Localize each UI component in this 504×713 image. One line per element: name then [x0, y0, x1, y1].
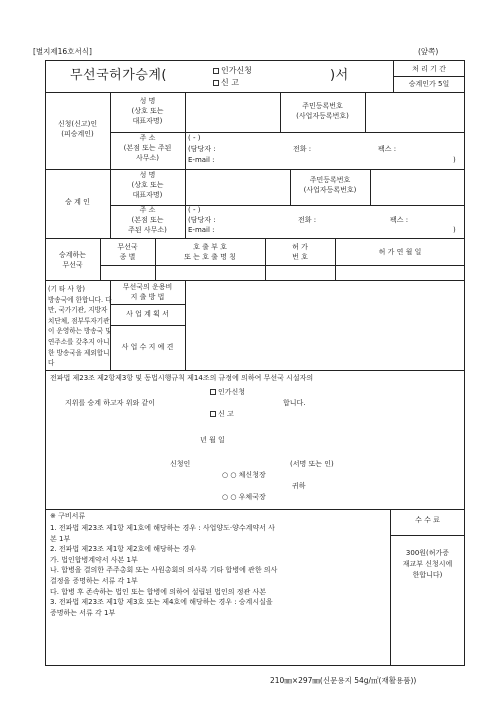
successor-email[interactable]: E-mail : [188, 226, 215, 234]
title-option-1[interactable]: 인가신청 [213, 66, 252, 76]
successor-close: ) [453, 226, 456, 234]
station-col-callsign: 호 출 부 호 [193, 243, 227, 251]
applicant-id-sub: (사업자등록번호) [296, 112, 349, 120]
applicant-addr-label: 주 소 [139, 134, 156, 142]
doc-item: 1. 전파법 제23조 제1항 제1호에 해당하는 경우 : 사업양도·양수계약서 사 [50, 524, 275, 532]
docs-title: ※ 구비서류 [50, 512, 86, 520]
successor-addr-label: 주 소 [139, 206, 156, 214]
fee-value: 300원(허가증 [405, 549, 450, 557]
form-title: 무선국허가승계( [70, 68, 167, 83]
other-note-line: 다 [48, 359, 55, 368]
station-col-license2: 번 호 [292, 253, 308, 261]
checkbox-icon [210, 411, 216, 417]
processing-value: 승계인가 5일 [408, 80, 450, 88]
checkbox-icon [210, 389, 216, 395]
processing-label: 처 리 기 간 [412, 65, 446, 73]
statement-line2: 지위를 승계 하고자 위와 같이 [65, 399, 156, 407]
station-section-label: 승계하는 [58, 251, 87, 259]
title-option-2[interactable]: 신 고 [213, 78, 239, 88]
statement-applicant: 신청인 [170, 460, 191, 468]
statement-date[interactable]: 년 월 일 [200, 436, 225, 444]
successor-id-sub: (사업자등록번호) [303, 186, 357, 194]
applicant-section-sub: (피승계인) [61, 130, 94, 138]
doc-item: 가. 법인합병계약서 사본 1부 [50, 555, 138, 564]
statement-recipient-suffix: 귀하 [292, 482, 306, 490]
other-row-budget: 사 업 수 지 예 견 [121, 343, 174, 351]
fee-label: 수 수 료 [415, 516, 440, 524]
applicant-addr-sub: (본점 또는 주된 [123, 144, 172, 152]
successor-postcode[interactable]: ( - ) [188, 206, 201, 214]
applicant-name-label: 성 명 [139, 97, 156, 105]
other-note-line: 연주소를 갖추지 아니 [48, 337, 110, 346]
other-note-line: 만, 국가기관, 지방자 [48, 306, 108, 315]
applicant-postcode[interactable]: ( - ) [188, 134, 201, 142]
applicant-section-label: 신청(신고)인 [57, 120, 98, 128]
applicant-id-label: 주민등록번호 [302, 102, 343, 110]
applicant-close: ) [453, 156, 456, 164]
paper-spec: 210㎜×297㎜(신문용지 54g/㎡(재활용품)) [270, 676, 417, 685]
applicant-addr-sub2: 사무소) [135, 154, 160, 162]
doc-item: 나. 합병을 결의한 주주총회 또는 사원총회의 의사록 기타 합병에 관한 의사 [50, 566, 278, 575]
doc-item: 2. 전파법 제23조 제1항 제2호에 해당하는 경우 [50, 545, 197, 554]
station-col-type: 무선국 [117, 243, 138, 251]
applicant-email[interactable]: E-mail : [188, 156, 215, 164]
other-note-line: 방송국에 한합니다. 다 [48, 295, 112, 304]
fee-value3: 한합니다) [412, 571, 443, 579]
form-title-suffix: )서 [330, 68, 349, 83]
successor-phone[interactable]: 전화 : [298, 216, 317, 224]
applicant-fax[interactable]: 팩스 : [378, 145, 397, 153]
doc-item: 본 1부 [50, 534, 71, 543]
station-col-date: 허 가 연 월 일 [378, 248, 422, 256]
statement-signature[interactable]: (서명 또는 인) [290, 460, 334, 468]
successor-name-sub: (상호 또는 [131, 181, 164, 189]
station-section-label2: 무선국 [62, 261, 83, 269]
station-col-license: 허 가 [292, 243, 308, 251]
successor-name-sub2: 대표자명) [132, 191, 163, 199]
other-note-line: 치단체, 점부투자기관 [48, 316, 110, 325]
docs-list [50, 523, 390, 618]
statement-option-1[interactable]: 인가신청 [210, 388, 245, 397]
station-col-callsign2: 또 는 호 출 명 칭 [184, 253, 236, 261]
applicant-name-sub2: 대표자명) [132, 117, 163, 125]
successor-section-label: 승 계 인 [65, 198, 90, 206]
statement-recipient-2: ○ ○ 우체국장 [222, 493, 266, 501]
statement-option-2[interactable]: 신 고 [210, 410, 234, 419]
doc-item: 결정을 증명하는 서류 각 1부 [50, 576, 138, 585]
successor-addr-sub2: 주된 사무소) [128, 226, 167, 234]
other-row-expense: 무선국의 운용비 [122, 283, 173, 291]
doc-item: 다. 합병 후 존속하는 법인 또는 합병에 의하여 설립된 법인의 정관 사본 [50, 587, 267, 596]
applicant-contact[interactable]: (담당자 : [188, 145, 216, 153]
statement-recipient-1: ○ ○ 체신청장 [222, 471, 266, 479]
other-note-line: (기 타 사 항) [48, 285, 85, 293]
successor-contact[interactable]: (담당자 : [188, 216, 216, 224]
successor-addr-sub: (본점 또는 [131, 216, 164, 224]
other-notes [48, 284, 112, 369]
doc-item: 증명하는 서류 각 1부 [50, 608, 116, 617]
applicant-phone[interactable]: 전화 : [293, 145, 312, 153]
statement-line2b: 합니다. [283, 399, 306, 407]
other-note-line: 이 운영하는 방송국 및 [48, 327, 112, 336]
other-row-expense2: 지 출 방 법 [130, 293, 165, 301]
fee-value2: 재교부 신청시에 [402, 560, 453, 568]
station-col-type2: 종 별 [119, 253, 136, 261]
checkbox-icon [213, 68, 219, 74]
other-row-plan: 사 업 계 획 서 [126, 310, 169, 318]
successor-name-label: 성 명 [139, 171, 156, 179]
statement-line1: 전파법 제23조 제2항제3항 및 동법시행규칙 제14조의 규정에 의하여 무선국 시설자의 [50, 374, 314, 382]
form-number: [별지제16호서식] [33, 47, 92, 56]
applicant-name-sub: (상호 또는 [131, 107, 164, 115]
checkbox-icon [213, 80, 219, 86]
page-side: (앞쪽) [418, 47, 439, 56]
successor-fax[interactable]: 팩스 : [390, 216, 409, 224]
successor-id-label: 주민등록번호 [309, 176, 351, 184]
other-note-line: 한 방송국을 제외합니 [48, 348, 110, 357]
doc-item: 3. 전파법 제23조 제1항 제3호 또는 제4호에 해당하는 경우 : 승계시실을 [50, 598, 273, 607]
